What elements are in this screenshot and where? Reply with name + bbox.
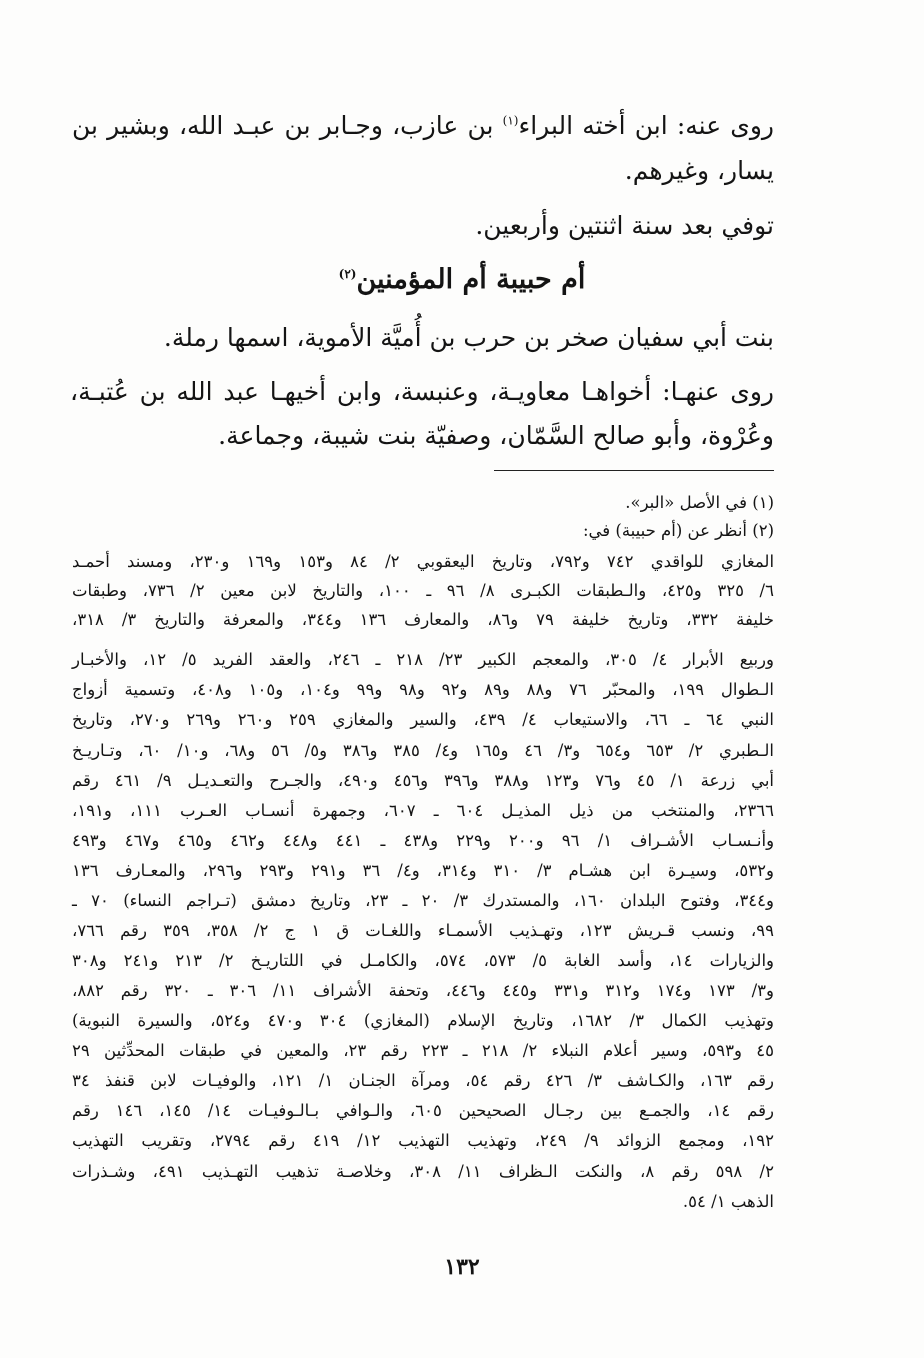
footnote-line: رقم ١٦٣، والكـاشف ٣/ ٤٢٦ رقم ٥٤، ومرآة الجنـان ١/ ١٢١، والوفيـات لابن قنفذ ٣٤	[72, 1071, 775, 1090]
page-number: ١٣٢	[444, 1254, 480, 1280]
footnote-line: و٥٣٢، وسيـرة ابن هشـام ٣/ ٣١٠ و٣١٤، و٤/ ٣٦ و٢٩١ و٢٩٣ و٢٩٦، والمعـارف ١٣٦	[72, 861, 774, 880]
footnote-line: و٣/ ١٧٣ و١٧٤ و٣١٢ و٣٣١ و٤٤٥ و٤٤٦، وتحفة الأشراف ١١/ ٣٠٦ ـ ٣٢٠ رقم ٨٨٢،	[72, 981, 775, 1000]
footnote-ref-2: (٢)	[338, 267, 357, 281]
footnote-line: ١٩٢، ومجمع الزوائد ٩/ ٢٤٩، وتهذيب التهذيب ١٢/ ٤١٩ رقم ٢٧٩٤، وتقريب التهذيب	[72, 1131, 775, 1150]
body-line-1	[72, 108, 774, 144]
footnote-ref-1: (١)	[502, 113, 519, 128]
footnote-line: وأنـسـاب الأشـراف ١/ ٩٦ و٢٠٠ و٢٢٩ و٤٣٨ ـ ٤٤١ و٤٤٨ و٤٦٢ و٤٦٥ و٤٦٧ و٤٩٣	[72, 831, 775, 850]
footnote-line: أبي زرعة ١/ ٤٥ و٧٦ و١٢٣ و٣٨٨ و٣٩٦ و٤٥٦ و٤٩٠، والجـرح والتعـديـل ٩/ ٤٦١ رقم	[72, 771, 774, 790]
footnote-line: خليفة ٣٣٢، وتاريخ خليفة ٧٩ و٨٦، والمعارف ١٣٦ و٣٤٤، والمعرفة والتاريخ ٣/ ٣١٨،	[72, 610, 774, 629]
footnote-line: وربيع الأبرار ٤/ ٣٠٥، والمعجم الكبير ٢٣/ ٢١٨ ـ ٢٤٦، والعقد الفريد ٥/ ١٢، والأخبـار	[72, 650, 774, 669]
body-line-4: بنت أبي سفيان صخر بن حرب بن أُميَّة الأموية، اسمها رملة.	[163, 323, 774, 352]
body-line-3: توفي بعد سنة اثنتين وأربعين.	[475, 211, 774, 240]
para1-text-a: روى عنه: ابن أخته البراء	[518, 111, 774, 140]
footnote-line: المغازي للواقدي ٧٤٢ و٧٩٢، وتاريخ اليعقوبي ٢/ ٨٤ و١٥٣ و١٦٩ و٢٣٠، ومسند أحمـد	[72, 552, 775, 571]
body-line-5: روى عنهـا: أخواهـا معاويـة، وعنبسة، وابن أخيهـا عبد الله بن عُتبـة،	[70, 377, 774, 406]
body-line-6: وعُرْوة، وأبو صالح السَّمّان، وصفيّة بنت شيبة، وجماعة.	[218, 421, 774, 450]
footnote-line: ٢/ ٥٩٨ رقم ٨، والنكت الـظراف ١١/ ٣٠٨، وخلاصـة تذهيب التهـذيب ٤٩١، وشـذرات	[72, 1162, 774, 1181]
footnote-2: (٢) أنظر عن (أم حبيبة) في:	[582, 521, 774, 540]
footnote-line: والزيارات ١٤، وأسد الغابة ٥/ ٥٧٣، ٥٧٤، والكامـل في اللتاريـخ ٢/ ٢١٣ و٢٤١ و٣٠٨	[72, 951, 774, 970]
footnote-line: ٩٩، ونسب قـريش ١٢٣، وتهـذيب الأسمـاء واللغـات ق ١ ج ٢/ ٣٥٨، ٣٥٩ رقم ٧٦٦،	[72, 921, 774, 940]
footnote-line: وتهذيب الكمال ٣/ ١٦٨٢، وتاريخ الإسلام (المغازي) ٣٠٤ و٤٧٠ و٥٢٤، والسيرة النبوية)	[72, 1011, 775, 1030]
footnote-separator	[494, 470, 774, 471]
footnote-line: ٦/ ٣٢٥ و٤٢٥، والـطبقات الكبـرى ٨/ ٩٦ ـ ١٠٠، والتاريخ لابن معين ٢/ ٧٣٦، وطبقات	[72, 581, 774, 600]
footnote-line: و٣٤٤، وفتوح البلدان ١٦٠، والمستدرك ٣/ ٢٠ ـ ٢٣، وتاريخ دمشق (تـراجم النساء) ٧٠ ـ	[72, 891, 774, 910]
entry-heading	[0, 262, 924, 298]
heading-text: أم حبيبة أم المؤمنين	[356, 264, 586, 295]
footnote-line: ٢٣٦٦، والمنتخب من ذيل المذيـل ٦٠٤ ـ ٦٠٧، وجمهرة أنسـاب العـرب ١١١، و١٩١،	[72, 801, 774, 820]
footnote-line: الـطبري ٢/ ٦٥٣ و٦٥٤ و٣/ ٤٦ و١٦٥ و٤/ ٣٨٥ و٣٨٦ و٥/ ٥٦ و٦٨، و١٠/ ٦٠، وتـاريـخ	[72, 741, 774, 760]
body-line-2: يسار، وغيرهم.	[624, 156, 774, 185]
para1-text-b: بن عازب، وجـابر بن عبـد الله، وبشير بن	[72, 111, 503, 140]
footnote-line: الـطوال ١٩٩، والمحبّر ٧٦ و٨٨ و٨٩ و٩٢ و٩٨ و٩٩ و١٠٤، و١٠٥ و٤٠٨، وتسمية أزواج	[72, 680, 774, 699]
footnote-line: الذهب ١/ ٥٤.	[682, 1192, 774, 1211]
footnote-line: النبي ٦٤ ـ ٦٦، والاستيعاب ٤/ ٤٣٩، والسير والمغازي ٢٥٩ و٢٦٠ و٢٦٩ و٢٧٠، وتاريخ	[72, 710, 775, 729]
footnote-line: ٤٥ و٥٩٣، وسير أعلام النبلاء ٢/ ٢١٨ ـ ٢٢٣ رقم ٢٣، والمعين في طبقات المحدِّثين ٢٩	[72, 1041, 774, 1060]
footnote-line: رقم ١٤، والجمـع بين رجـال الصحيحين ٦٠٥، والـوافي بـالـوفيـات ١٤/ ١٤٥، ١٤٦ رقم	[72, 1101, 774, 1120]
footnote-1: (١) في الأصل «البر».	[625, 493, 774, 512]
